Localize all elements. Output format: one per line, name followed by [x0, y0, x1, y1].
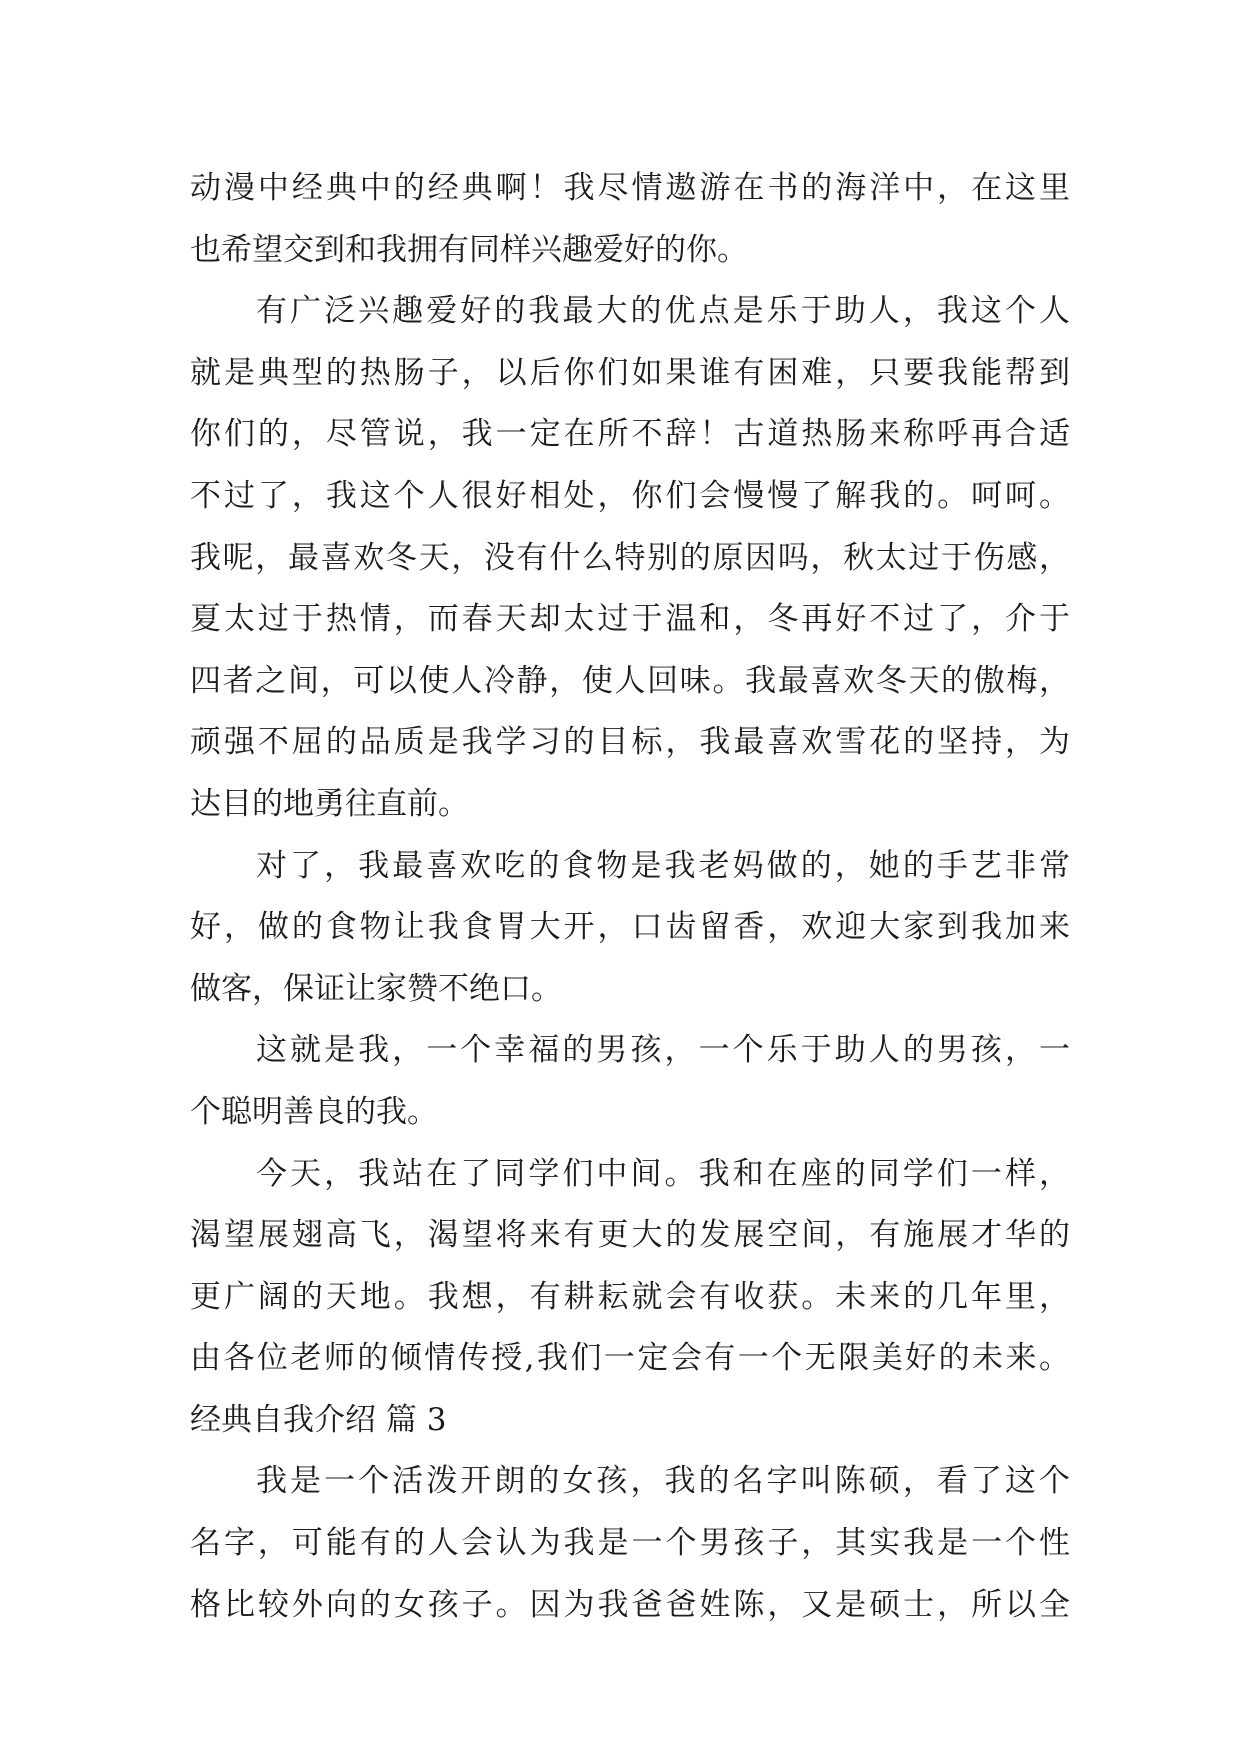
section-heading: 经典自我介绍 篇 3 [190, 1401, 447, 1438]
text-line: 更广阔的天地。我想，有耕耘就会有收获。未来的几年里， [190, 1278, 1070, 1315]
paragraph-start-line: 今天，我站在了同学们中间。我和在座的同学们一样， [256, 1155, 1070, 1192]
document-body [190, 158, 1070, 1636]
text-line: 达目的地勇往直前。 [190, 785, 469, 822]
text-line: 你们的，尽管说，我一定在所不辞！古道热肠来称呼再合适 [190, 416, 1070, 453]
text-line: 好，做的食物让我食胃大开，口齿留香，欢迎大家到我加来 [190, 909, 1070, 946]
text-line: 名字，可能有的人会认为我是一个男孩子，其实我是一个性 [190, 1525, 1070, 1562]
paragraph-start-line: 这就是我，一个幸福的男孩，一个乐于助人的男孩，一 [256, 1032, 1070, 1069]
paragraph-start-line: 对了，我最喜欢吃的食物是我老妈做的，她的手艺非常 [256, 847, 1070, 884]
text-line: 顽强不屈的品质是我学习的目标，我最喜欢雪花的坚持，为 [190, 724, 1070, 761]
text-line: 做客，保证让家赞不绝口。 [190, 970, 562, 1007]
paragraph-start-line: 我是一个活泼开朗的女孩，我的名字叫陈硕，看了这个 [256, 1463, 1070, 1500]
paragraph-start-line: 有广泛兴趣爱好的我最大的优点是乐于助人，我这个人 [256, 293, 1070, 330]
text-line: 我呢，最喜欢冬天，没有什么特别的原因吗，秋太过于伤感， [190, 539, 1070, 576]
text-line: 四者之间，可以使人冷静，使人回味。我最喜欢冬天的傲梅， [190, 662, 1070, 699]
text-line: 个聪明善良的我。 [190, 1093, 438, 1130]
text-line: 不过了，我这个人很好相处，你们会慢慢了解我的。呵呵。 [190, 477, 1070, 514]
text-line: 格比较外向的女孩子。因为我爸爸姓陈，又是硕士，所以全 [190, 1586, 1070, 1623]
text-line: 夏太过于热情，而春天却太过于温和，冬再好不过了，介于 [190, 601, 1070, 638]
text-line: 渴望展翅高飞，渴望将来有更大的发展空间，有施展才华的 [190, 1217, 1070, 1254]
text-line: 也希望交到和我拥有同样兴趣爱好的你。 [190, 231, 748, 268]
text-line: 由各位老师的倾情传授,我们一定会有一个无限美好的未来。 [190, 1340, 1070, 1377]
text-line: 就是典型的热肠子，以后你们如果谁有困难，只要我能帮到 [190, 354, 1070, 391]
text-line: 动漫中经典中的经典啊！我尽情遨游在书的海洋中，在这里 [190, 170, 1070, 206]
